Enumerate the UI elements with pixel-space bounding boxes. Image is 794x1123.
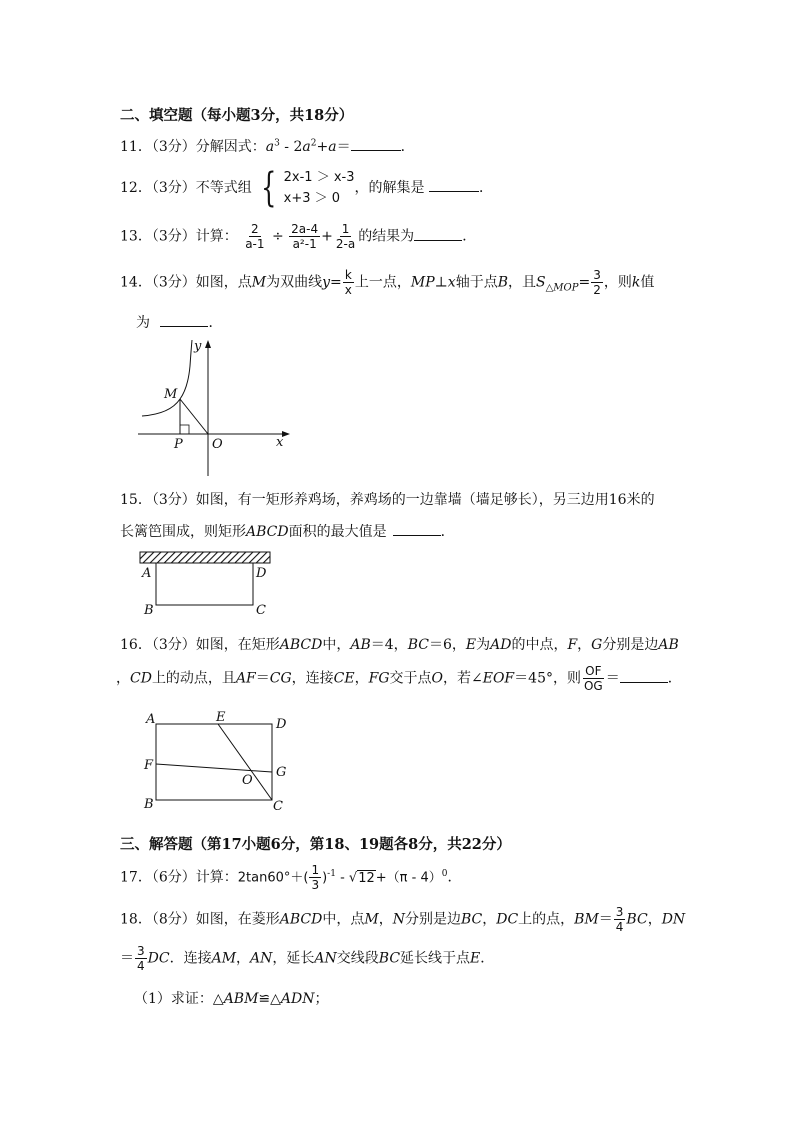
q13-plus: + bbox=[321, 228, 333, 245]
q14-end: ． bbox=[208, 315, 223, 331]
q16-line2d: ， bbox=[354, 670, 369, 687]
q16-eq6: ＝6， bbox=[428, 637, 466, 653]
q14-t1: 如图，点 bbox=[195, 274, 252, 291]
q11-points: （3分） bbox=[151, 139, 196, 155]
q15-line2a: 长篱笆围成，则矩形 bbox=[120, 524, 246, 540]
q14-M: M bbox=[251, 274, 267, 291]
q16-G: G bbox=[591, 637, 603, 653]
q13-frac3: $\frac{1}{2-a}$ bbox=[335, 222, 356, 251]
fig16-label-O: O bbox=[242, 773, 253, 788]
q18-ABCD: ABCD bbox=[279, 911, 323, 928]
q17-t4: +（π - 4） bbox=[375, 870, 442, 886]
q18-DC2: DC bbox=[147, 950, 170, 967]
q13-end: ． bbox=[462, 228, 477, 245]
q18-frac1: $\frac{3}{4}$ bbox=[615, 905, 624, 934]
q18-t6: 上的点， bbox=[518, 911, 575, 928]
fig16-label-A: A bbox=[146, 712, 156, 727]
q14-t5: ，且 bbox=[508, 274, 536, 291]
q16-frac: $\frac{OF}{OG}$ bbox=[583, 664, 603, 693]
question-14-line2 bbox=[136, 312, 222, 332]
q16-number: 16． bbox=[120, 637, 152, 653]
figure-16 bbox=[136, 708, 296, 816]
q16-EOF: EOF bbox=[482, 670, 515, 687]
q16-blank bbox=[620, 681, 668, 683]
question-17: 17．（6分）计算：2tan60°＋( $\frac{1}{3}$ )$^{-1}$ - √12+（π - 4）$^0$． bbox=[120, 863, 462, 892]
question-18-line2 bbox=[120, 944, 494, 973]
q16-E: E bbox=[465, 637, 477, 653]
q16-line1c: 为 bbox=[476, 637, 491, 653]
q14-MP: MP bbox=[410, 274, 435, 291]
q18-AN2: AN bbox=[314, 950, 337, 967]
q18-points: （8分） bbox=[151, 911, 196, 928]
q18-l2a: ．连接 bbox=[169, 950, 212, 967]
q14-number: 14． bbox=[120, 274, 152, 291]
fig16-label-F: F bbox=[144, 758, 154, 773]
question-15-line2 bbox=[120, 521, 455, 541]
q12-after: ，的解集是 bbox=[354, 180, 425, 196]
fig16-CE bbox=[218, 724, 272, 800]
q14-x: x bbox=[447, 274, 456, 291]
question-16 bbox=[120, 634, 679, 654]
fig15-label-B: B bbox=[144, 603, 154, 618]
q11-eq: ＝ bbox=[336, 139, 351, 155]
q18-frac2: $\frac{3}{4}$ bbox=[137, 944, 145, 973]
question-18 bbox=[120, 905, 685, 934]
q12-system bbox=[256, 167, 354, 209]
q12-text: 不等式组 bbox=[195, 180, 252, 196]
q18-E: E bbox=[470, 950, 481, 967]
q16-CG: CG bbox=[269, 670, 292, 687]
q16-line1d: 的中点， bbox=[511, 637, 568, 653]
q14-t2: 为双曲线 bbox=[266, 274, 323, 291]
q18-sub1end: ； bbox=[314, 991, 329, 1007]
question-16-line2 bbox=[116, 664, 682, 693]
q17-t2: ) bbox=[322, 870, 328, 886]
q12-brace: { bbox=[261, 165, 277, 211]
q18-AN: AN bbox=[250, 950, 273, 967]
q14-eq2: = bbox=[578, 274, 591, 291]
q16-line2a: ， bbox=[116, 670, 130, 687]
fig16-FG bbox=[156, 764, 272, 772]
q11-a: a bbox=[265, 139, 275, 155]
question-13 bbox=[120, 222, 476, 251]
q16-line1e: 分别是边 bbox=[602, 637, 659, 653]
q18-DC: DC bbox=[496, 911, 519, 928]
q12-end: ． bbox=[478, 180, 493, 196]
q18-cong: ≌△ bbox=[258, 991, 281, 1007]
q17-exp0: 0 bbox=[441, 868, 448, 879]
fig15-label-D: D bbox=[256, 566, 267, 581]
q16-eqcg: ＝ bbox=[255, 670, 270, 687]
q16-AB: AB bbox=[350, 637, 371, 653]
fig15-wall bbox=[140, 552, 270, 563]
q18-M: M bbox=[364, 911, 379, 928]
fig16-label-D: D bbox=[276, 717, 287, 732]
q16-AB2: AB bbox=[658, 637, 679, 653]
fig14-label-y: y bbox=[194, 339, 202, 354]
q16-comma: ， bbox=[577, 637, 592, 653]
fig14-y-arrow bbox=[205, 340, 211, 348]
q14-S: S bbox=[536, 274, 546, 291]
q18-l2e: 延长线于点 bbox=[400, 950, 471, 967]
q18-t4: 分别是边 bbox=[404, 911, 461, 928]
q16-BC: BC bbox=[407, 637, 429, 653]
q18-l2b: ， bbox=[236, 950, 251, 967]
question-15 bbox=[120, 489, 655, 509]
q18-number: 18． bbox=[120, 911, 152, 928]
q16-line2f: ，若∠ bbox=[443, 670, 483, 687]
fig14-right-angle bbox=[180, 425, 189, 434]
fig16-label-B: B bbox=[144, 797, 154, 812]
q16-line2b: 上的动点，且 bbox=[151, 670, 236, 687]
q16-line2e: 交于点 bbox=[389, 670, 432, 687]
q13-points: （3分） bbox=[151, 228, 196, 245]
q17-t1: 2tan60°＋( bbox=[237, 870, 309, 886]
q18-l2d: 交线段 bbox=[336, 950, 379, 967]
q17-number: 17． bbox=[120, 869, 152, 886]
q18-DN: DN bbox=[661, 911, 686, 928]
q14-t7: 值 bbox=[640, 274, 655, 291]
q17-points: （6分） bbox=[151, 869, 196, 886]
q14-line2: 为 bbox=[136, 315, 150, 331]
q16-CD: CD bbox=[130, 670, 152, 687]
fig16-rectangle bbox=[156, 724, 272, 800]
q16-line2g: ＝45°，则 bbox=[514, 670, 581, 687]
q14-points: （3分） bbox=[151, 274, 196, 291]
fig14-MO bbox=[180, 399, 208, 434]
q15-line2b: 面积的最大值是 bbox=[288, 524, 387, 540]
q11-end: ． bbox=[400, 139, 415, 155]
fig14-label-P: P bbox=[174, 437, 183, 452]
q16-FG: FG bbox=[368, 670, 390, 687]
q18-l2eq: ＝ bbox=[120, 950, 134, 967]
q18-t3: ， bbox=[378, 911, 393, 928]
figure-15 bbox=[136, 548, 276, 618]
q18-BC: BC bbox=[460, 911, 483, 928]
q14-blank bbox=[160, 325, 208, 327]
question-11 bbox=[120, 136, 415, 156]
q16-AD: AD bbox=[490, 637, 512, 653]
q17-t3: - bbox=[335, 870, 349, 886]
q18-t2: 中，点 bbox=[322, 911, 365, 928]
q11-a2: a bbox=[302, 139, 311, 155]
fig16-label-E: E bbox=[216, 710, 226, 725]
q13-div: ÷ bbox=[271, 228, 284, 245]
q16-line1a: 如图，在矩形 bbox=[195, 637, 280, 653]
q16-end: ． bbox=[667, 670, 682, 687]
fig16-label-C: C bbox=[273, 799, 283, 814]
q16-eq: ＝ bbox=[605, 670, 620, 687]
q17-exp1: -1 bbox=[327, 868, 336, 879]
q18-l2f: ． bbox=[480, 950, 495, 967]
section-3-title: 三、解答题（第17小题6分，第18、19题各8分，共22分） bbox=[120, 836, 511, 853]
q12-row1: 2x-1 ＞ x-3 bbox=[283, 170, 355, 185]
q13-frac1: $\frac{2}{a-1}$ bbox=[245, 222, 265, 251]
fig14-label-M: M bbox=[164, 387, 178, 402]
q14-frac-32: $\frac{3}{2}$ bbox=[593, 268, 601, 297]
q14-eq: = bbox=[330, 274, 342, 291]
question-18-part1 bbox=[134, 988, 329, 1008]
fig14-label-x: x bbox=[276, 435, 284, 450]
q13-after: 的结果为 bbox=[358, 228, 415, 245]
q13-frac2: $\frac{2a-4}{\text{a²-1}}$ bbox=[291, 222, 319, 251]
q13-text: 计算： bbox=[195, 228, 238, 245]
q15-number: 15． bbox=[120, 492, 152, 508]
q16-F: F bbox=[567, 637, 578, 653]
q11-text: 分解因式： bbox=[195, 139, 266, 155]
fig15-label-C: C bbox=[256, 603, 266, 618]
q15-ABCD: ABCD bbox=[246, 524, 289, 540]
q16-points: （3分） bbox=[151, 637, 196, 653]
fig16-label-G: G bbox=[276, 765, 287, 780]
q11-exp2: 2 bbox=[310, 138, 317, 149]
q15-end: ． bbox=[440, 524, 455, 540]
q14-B: B bbox=[497, 274, 508, 291]
q14-k: k bbox=[631, 274, 641, 291]
q18-l2c: ，延长 bbox=[272, 950, 315, 967]
q12-points: （3分） bbox=[151, 180, 196, 196]
q17-frac: $\frac{1}{3}$ bbox=[311, 863, 320, 892]
q14-perp: ⊥ bbox=[434, 274, 448, 291]
q11-exp3: 3 bbox=[274, 138, 280, 149]
q18-BM: BM bbox=[574, 911, 599, 928]
q11-number: 11． bbox=[120, 139, 152, 155]
q16-eq4: ＝4， bbox=[370, 637, 408, 653]
fig14-label-O: O bbox=[212, 437, 223, 452]
q14-t4: 轴于点 bbox=[455, 274, 498, 291]
q15-line1: 如图，有一矩形养鸡场，养鸡场的一边靠墙（墙足够长），另三边用16米的 bbox=[195, 492, 655, 508]
q11-plus: + bbox=[316, 139, 329, 155]
q18-sub1: （1）求证：△ bbox=[134, 991, 224, 1007]
q16-O: O bbox=[431, 670, 443, 687]
fig15-label-A: A bbox=[142, 566, 152, 581]
q13-number: 13． bbox=[120, 228, 152, 245]
question-14 bbox=[120, 268, 654, 297]
q17-end: ． bbox=[447, 869, 462, 886]
q14-t3: 上一点， bbox=[354, 274, 411, 291]
q11-blank bbox=[351, 149, 401, 151]
q17-radicand: 12 bbox=[358, 870, 375, 886]
q18-eq: ＝ bbox=[598, 911, 613, 928]
q18-BC3: BC bbox=[378, 950, 401, 967]
q14-sub: △MOP bbox=[545, 282, 579, 294]
q18-AM: AM bbox=[211, 950, 237, 967]
q15-blank bbox=[393, 534, 441, 536]
q18-BC2: BC bbox=[626, 911, 648, 928]
q12-blank bbox=[429, 190, 479, 192]
figure-14 bbox=[130, 336, 300, 481]
q12-row2: x+3 ＞ 0 bbox=[283, 191, 341, 206]
q18-t5: ， bbox=[482, 911, 497, 928]
q18-t1: 如图，在菱形 bbox=[195, 911, 280, 928]
q16-CE: CE bbox=[333, 670, 355, 687]
q18-N: N bbox=[392, 911, 405, 928]
fig15-rectangle bbox=[156, 563, 253, 605]
q14-t6: ，则 bbox=[603, 274, 632, 291]
q14-y: y bbox=[322, 274, 331, 291]
q16-ABCD: ABCD bbox=[279, 637, 323, 653]
q11-minus: - 2 bbox=[279, 139, 303, 155]
q11-a3: a bbox=[328, 139, 337, 155]
question-12 bbox=[120, 167, 493, 209]
q15-points: （3分） bbox=[151, 492, 196, 508]
q16-line1b: 中， bbox=[322, 637, 351, 653]
q14-frac-kx: $\frac{k}{x}$ bbox=[344, 268, 352, 297]
section-2-title: 二、填空题（每小题3分，共18分） bbox=[120, 107, 354, 124]
q18-ABM: ABM bbox=[223, 991, 259, 1007]
q18-ADN: ADN bbox=[280, 991, 315, 1007]
q16-AF: AF bbox=[235, 670, 256, 687]
q16-line2c: ，连接 bbox=[291, 670, 334, 687]
q18-t7: ， bbox=[647, 911, 662, 928]
q13-blank bbox=[414, 239, 462, 241]
q12-number: 12． bbox=[120, 180, 152, 196]
q17-text: 计算： bbox=[195, 869, 238, 886]
